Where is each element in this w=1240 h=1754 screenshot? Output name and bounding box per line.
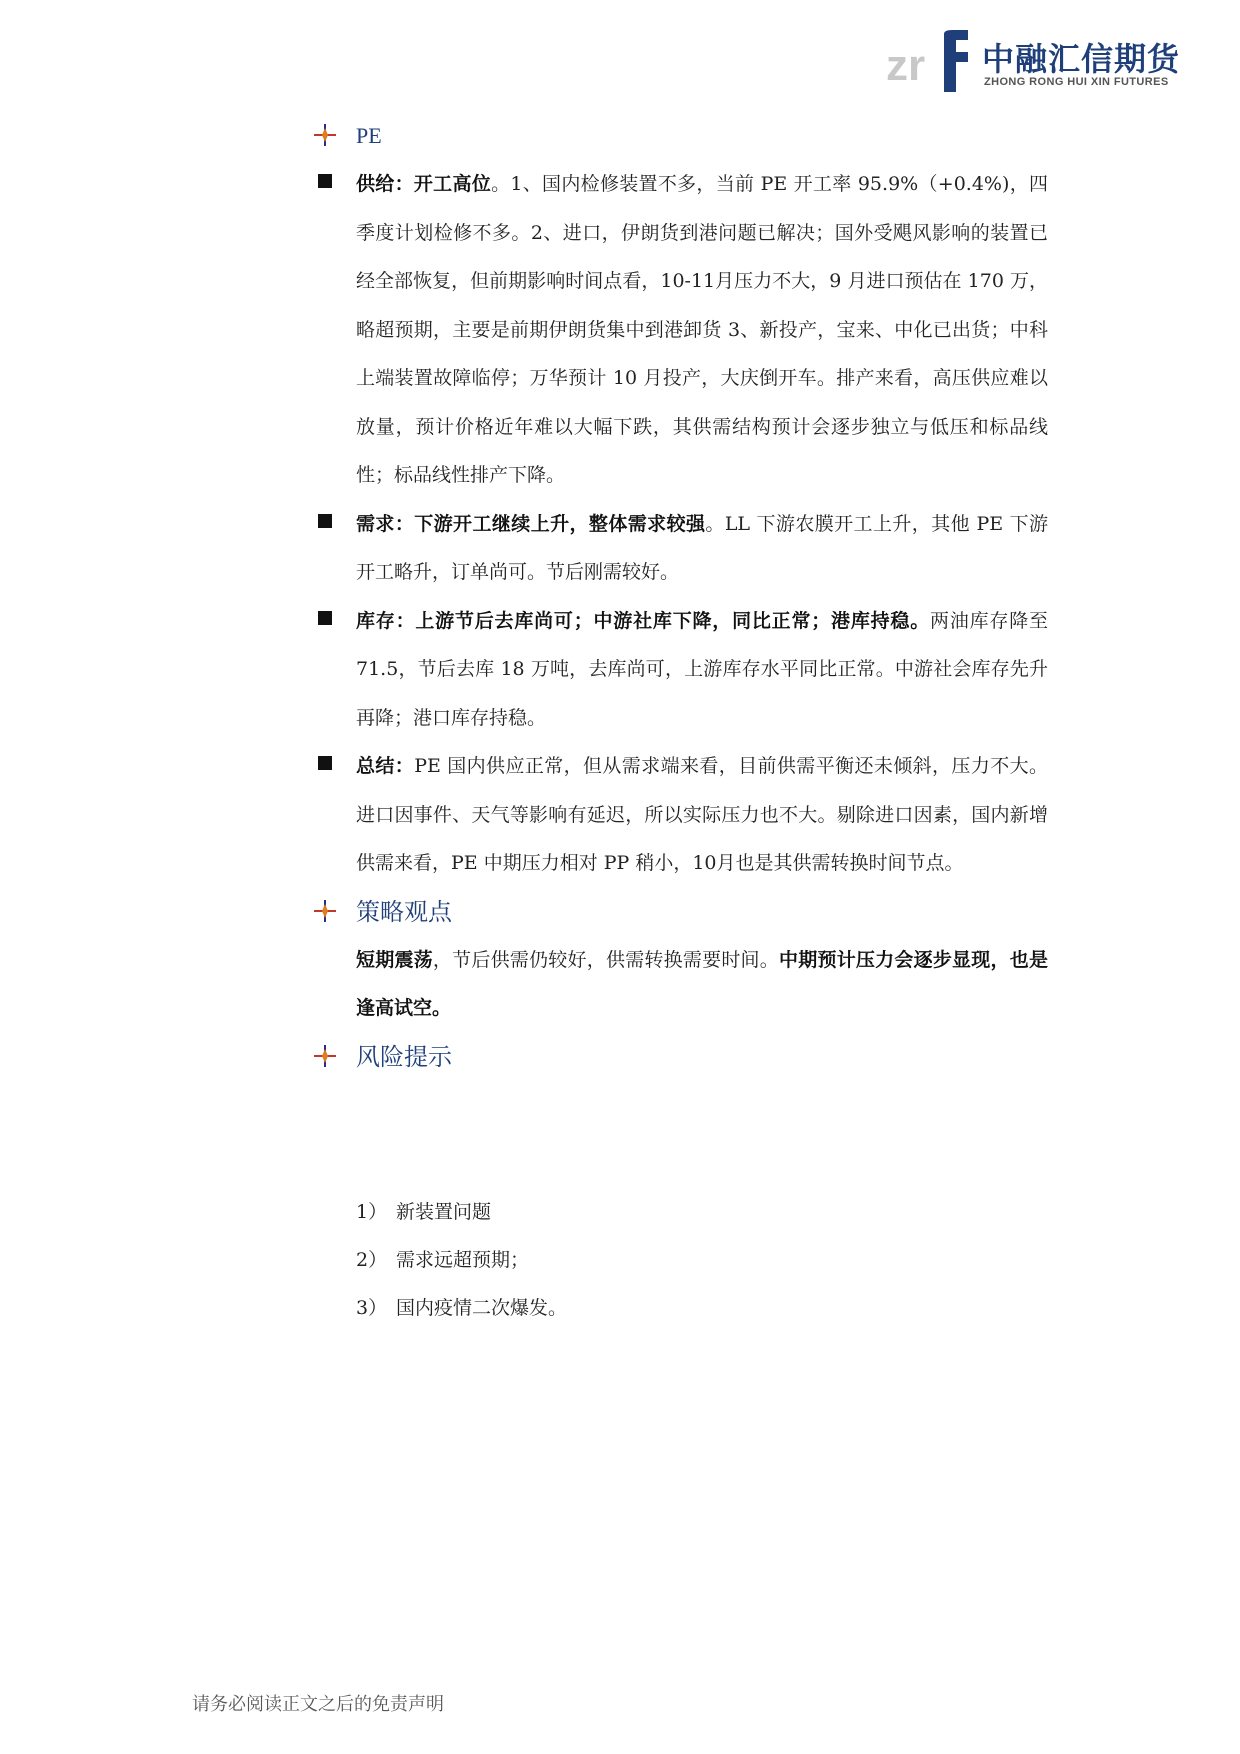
section-marker-icon [314,1045,336,1067]
section-marker-icon [314,900,336,922]
section-pe-title: PE [356,123,382,148]
risk-item-number: 3） [356,1297,388,1319]
square-bullet-icon [318,756,332,770]
inventory-paragraph [356,597,1048,743]
company-name-cn: 中融汇信期货 [982,40,1181,78]
risk-item-number: 1） [356,1201,388,1223]
risk-item-text: 需求远超预期； [396,1249,530,1271]
section-marker-icon [314,124,336,146]
disclaimer-note: 请务必阅读正文之后的免责声明 [192,1694,444,1715]
list-item [356,1284,1048,1332]
strategy-bold-2: 中期预计压力会逐步显现，也是逢高试空。 [356,948,1048,1019]
summary-text: PE 国内供应正常，但从需求端来看，目前供需平衡还未倾斜，压力不大。进口因事件、天气等影响有延迟，所以实际压力也不大。剔除进口因素，国内新增供需来看，PE 中期压力相对 PP 稍小，10月也是其供需转换时间节点。 [356,755,1048,874]
company-logo [886,30,1181,100]
square-bullet-icon [318,611,332,625]
supply-paragraph [356,160,1048,500]
strategy-bold-1: 短期震荡 [356,948,433,971]
zrf-logo-mark-icon [886,30,978,94]
section-risk-header [356,1033,1048,1081]
summary-label: 总结： [356,755,415,777]
summary-paragraph [356,742,1048,888]
strategy-paragraph [356,936,1048,1033]
risk-list [356,1188,1048,1332]
demand-label: 需求：下游开工继续上升，整体需求较强 [356,512,706,535]
section-risk-title: 风险提示 [356,1042,452,1071]
risk-item-text: 新装置问题 [396,1201,492,1223]
demand-text: 。LL 下游农膜开工上升，其他 PE 下游开工略升，订单尚可。节后刚需较好。 [356,512,1048,583]
list-item [356,1188,1048,1236]
inventory-label: 库存：上游节后去库尚可；中游社库下降，同比正常；港库持稳。 [356,609,931,632]
square-bullet-icon [318,174,332,188]
svg-text:zr: zr [886,41,926,90]
report-body [356,112,1048,1081]
supply-label: 供给：开工高位 [356,173,492,195]
inventory-text: 两油库存降至 71.5，节后去库 18 万吨，去库尚可，上游库存水平同比正常。中游社会库存先升再降；港口库存持稳。 [356,609,1048,729]
section-strategy-title: 策略观点 [356,897,452,926]
company-name-en: ZHONG RONG HUI XIN FUTURES [984,76,1169,88]
risk-item-text: 国内疫情二次爆发。 [396,1297,568,1319]
square-bullet-icon [318,514,332,528]
risk-item-number: 2） [356,1249,388,1271]
strategy-text-1: ，节后供需仍较好，供需转换需要时间。 [432,948,780,971]
supply-text: 。1、国内检修装置不多，当前 PE 开工率 95.9%（+0.4%)，四季度计划检修不多。2、进口，伊朗货到港问题已解决；国外受飓风影响的装置已经全部恢复，但前期影响时间点看，10-11月压力不大，9 月进口预估在 170 万，略超预期，主要是前期伊朗货集中到港卸货 3、新投产，宝来、中化已出货；中科上端装置故障临停；万华预计 10 月投产，大庆倒开车。排产来看，高压供应难以放量，预计价格近年难以大幅下跌，其供需结构预计会逐步独立与低压和标品线性；标品线性排产下降。 [356,173,1048,486]
demand-paragraph [356,500,1048,597]
list-item [356,1236,1048,1284]
section-pe-header [356,112,1048,160]
section-strategy-header [356,888,1048,936]
